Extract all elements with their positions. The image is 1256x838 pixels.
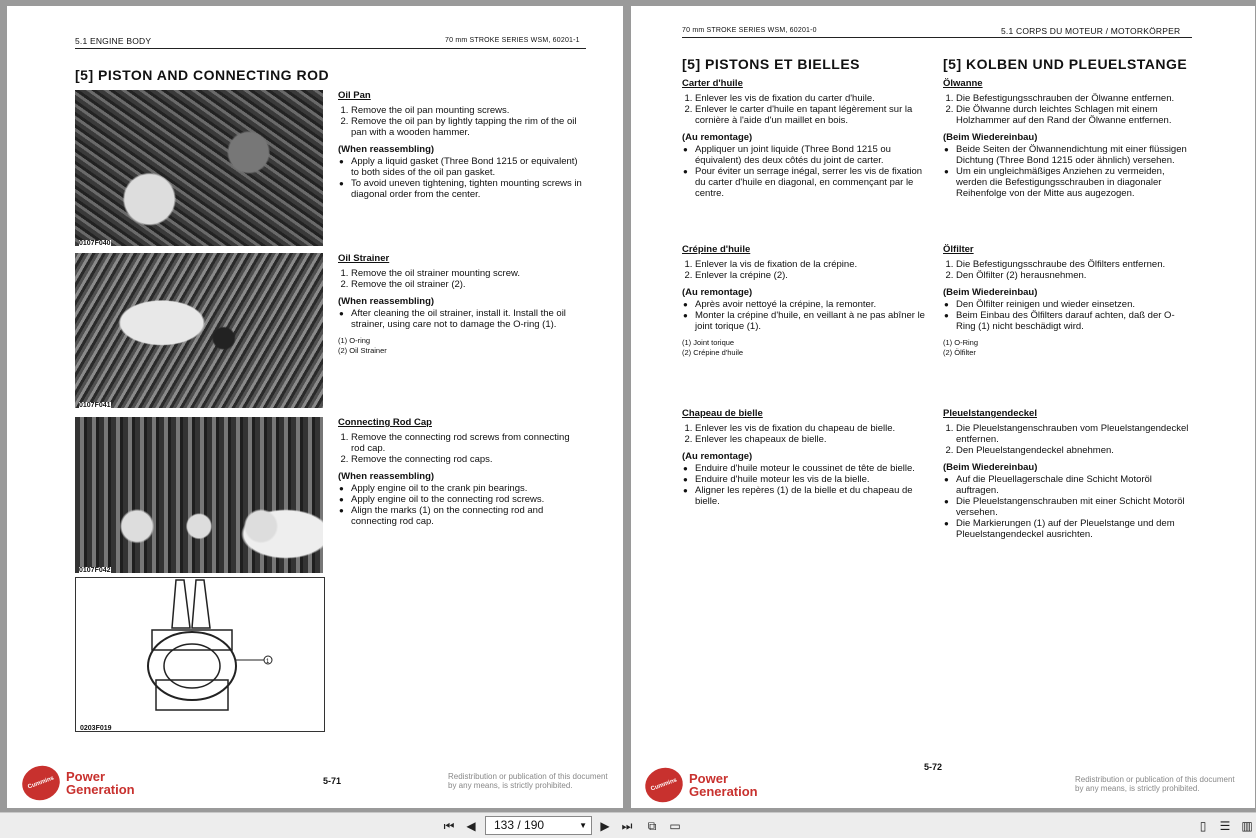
section-heading: Oil Strainer bbox=[338, 253, 390, 264]
viewer-toolbar bbox=[0, 812, 1256, 838]
rotate-icon[interactable]: ⧉ bbox=[647, 819, 657, 833]
redistribution-notice bbox=[448, 772, 608, 790]
reassembling-label: (Au remontage) bbox=[682, 287, 753, 298]
legend-item: (2) Oil Strainer bbox=[338, 346, 387, 355]
page-title-de: [5] KOLBEN UND PLEUELSTANGE bbox=[943, 56, 1188, 72]
next-page-icon[interactable]: ▶ bbox=[600, 819, 610, 833]
photo-code: 0107F040 bbox=[79, 240, 111, 246]
brand-text bbox=[689, 772, 758, 798]
steps-list bbox=[338, 105, 584, 138]
step: 2. Enlever les chapeaux de bielle. bbox=[695, 434, 926, 445]
chevron-down-icon: ▼ bbox=[579, 821, 587, 830]
legend bbox=[682, 338, 926, 358]
step: 1. Enlever les vis de fixation du carter d'huile. bbox=[695, 93, 926, 104]
step: 2. Remove the oil pan by lightly tapping the rim of the oil pan with a wooden hammer. bbox=[351, 116, 584, 138]
photo-code: 0203F019 bbox=[80, 725, 112, 732]
step: 1. Enlever la vis de fixation de la crépine. bbox=[695, 259, 926, 270]
cummins-logo bbox=[645, 768, 758, 802]
page-indicator: 133 / 190 bbox=[494, 818, 545, 832]
note: ● To avoid uneven tightening, tighten mounting screws in diagonal order from the center. bbox=[351, 178, 584, 200]
reassembling-label: (When reassembling) bbox=[338, 144, 435, 155]
step: 2. Die Ölwanne durch leichtes Schlagen mit einem Holzhammer auf den Rand der Ölwanne entfernen. bbox=[956, 104, 1191, 126]
step: 1. Die Befestigungsschrauben der Ölwanne entfernen. bbox=[956, 93, 1191, 104]
section-heading: Carter d'huile bbox=[682, 78, 743, 89]
connecting-rod-drawing bbox=[75, 577, 325, 732]
section-heading: Ölwanne bbox=[943, 78, 983, 89]
page-header-right: 70 mm STROKE SERIES WSM, 60201-1 bbox=[445, 37, 580, 44]
redistribution-notice bbox=[1075, 775, 1235, 793]
notes-list bbox=[682, 299, 926, 332]
brand-text bbox=[66, 770, 135, 796]
pleuel-section bbox=[943, 408, 1191, 540]
last-page-icon[interactable]: ⏭ bbox=[621, 819, 633, 833]
svg-text:1: 1 bbox=[266, 659, 270, 665]
note: ● Monter la crépine d'huile, en veillant à ne pas abîner le joint torique (1). bbox=[695, 310, 926, 332]
steps-list bbox=[943, 93, 1191, 126]
step: 1. Die Befestigungsschraube des Ölfilters entfernen. bbox=[956, 259, 1191, 270]
photo-code: 0107F041 bbox=[79, 402, 111, 408]
note: ● Enduire d'huile moteur le coussinet de tête de bielle. bbox=[695, 463, 926, 474]
step: 2. Enlever la crépine (2). bbox=[695, 270, 926, 281]
reassembling-label: (When reassembling) bbox=[338, 296, 435, 307]
connecting-rod-photo bbox=[75, 417, 323, 573]
header-rule bbox=[75, 48, 586, 49]
header-rule bbox=[682, 37, 1192, 38]
page-header-left: 70 mm STROKE SERIES WSM, 60201-0 bbox=[682, 27, 817, 34]
note: ● Den Ölfilter reinigen und wieder einsetzen. bbox=[956, 299, 1191, 310]
note: ● Auf die Pleuellagerschale dine Schicht Motoröl auftragen. bbox=[956, 474, 1191, 496]
page-5-72 bbox=[631, 6, 1255, 808]
reassembling-label: (Au remontage) bbox=[682, 132, 753, 143]
two-page-icon[interactable]: ▥ bbox=[1241, 819, 1253, 833]
note: ● Beim Einbau des Ölfilters darauf achten, daß der O-Ring (1) nicht beschädigt wird. bbox=[956, 310, 1191, 332]
connecting-rod-cap-section bbox=[338, 417, 584, 527]
first-page-icon[interactable]: ⏮ bbox=[443, 819, 455, 833]
section-heading: Connecting Rod Cap bbox=[338, 417, 432, 428]
note: ● Aligner les repères (1) de la bielle et du chapeau de bielle. bbox=[695, 485, 926, 507]
oil-strainer-section bbox=[338, 253, 584, 356]
step: 2. Den Pleuelstangendeckel abnehmen. bbox=[956, 445, 1191, 456]
reassembling-label: (Beim Wiedereinbau) bbox=[943, 462, 1038, 473]
oil-strainer-photo bbox=[75, 253, 323, 408]
single-page-icon[interactable]: ▯ bbox=[1199, 819, 1207, 833]
legend-item: (2) Ölfilter bbox=[943, 348, 976, 357]
brand-line: Power bbox=[689, 771, 729, 786]
steps-list bbox=[682, 93, 926, 126]
connecting-rod-illustration bbox=[76, 578, 324, 731]
step: 1. Remove the connecting rod screws from connecting rod cap. bbox=[351, 432, 584, 454]
step: 1. Remove the oil pan mounting screws. bbox=[351, 105, 584, 116]
note: ● Apply engine oil to the connecting rod screws. bbox=[351, 494, 584, 505]
steps-list bbox=[338, 432, 584, 465]
reassembling-label: (Beim Wiedereinbau) bbox=[943, 287, 1038, 298]
notes-list bbox=[682, 144, 926, 199]
page-header-right: 5.1 CORPS DU MOTEUR / MOTORKÖRPER bbox=[1001, 26, 1181, 36]
step: 2. Remove the oil strainer (2). bbox=[351, 279, 584, 290]
note: ● After cleaning the oil strainer, install it. Install the oil strainer, using care not to damage the O-ring (1). bbox=[351, 308, 584, 330]
note: ● Beide Seiten der Ölwannendichtung mit einer flüssigen Dichtung (Three Bond 1215 oder ähnlich) versehen. bbox=[956, 144, 1191, 166]
section-heading: Pleuelstangendeckel bbox=[943, 408, 1037, 419]
notes-list bbox=[682, 463, 926, 507]
legend-item: (2) Crépine d'huile bbox=[682, 348, 744, 357]
page-select[interactable] bbox=[485, 816, 592, 835]
note: ● Appliquer un joint liquide (Three Bond 1215 ou équivalent) des deux côtés du joint de carter. bbox=[695, 144, 926, 166]
step: 2. Remove the connecting rod caps. bbox=[351, 454, 584, 465]
note: ● Après avoir nettoyé la crépine, la remonter. bbox=[695, 299, 926, 310]
notice-line: Redistribution or publication of this document bbox=[1075, 775, 1235, 784]
reassembling-label: (Beim Wiedereinbau) bbox=[943, 132, 1038, 143]
oil-pan-section bbox=[338, 90, 584, 200]
notes-list bbox=[338, 308, 584, 330]
step: 1. Enlever les vis de fixation du chapeau de bielle. bbox=[695, 423, 926, 434]
chapeau-section bbox=[682, 408, 926, 507]
steps-list bbox=[943, 423, 1191, 456]
notice-line: by any means, is strictly prohibited. bbox=[1075, 784, 1200, 793]
note: ● Die Markierungen (1) auf der Pleuelstange und dem Pleuelstangendeckel ausrichten. bbox=[956, 518, 1191, 540]
crepine-section bbox=[682, 244, 926, 358]
notice-line: by any means, is strictly prohibited. bbox=[448, 781, 573, 790]
step: 2. Den Ölfilter (2) herausnehmen. bbox=[956, 270, 1191, 281]
step: 1. Remove the oil strainer mounting screw. bbox=[351, 268, 584, 279]
fit-icon[interactable]: ▭ bbox=[669, 819, 681, 833]
prev-page-icon[interactable]: ◀ bbox=[466, 819, 476, 833]
legend-item: (1) Joint torique bbox=[682, 338, 735, 347]
page-number: 5-72 bbox=[924, 762, 943, 772]
brand-line: Power bbox=[66, 769, 106, 784]
page-title-fr: [5] PISTONS ET BIELLES bbox=[682, 56, 860, 72]
cummins-mark-icon: Cummins bbox=[640, 763, 687, 808]
steps-list bbox=[943, 259, 1191, 281]
notice-line: Redistribution or publication of this document bbox=[448, 772, 608, 781]
notes-list bbox=[943, 474, 1191, 540]
olwanne-section bbox=[943, 78, 1191, 199]
legend-item: (1) O-ring bbox=[338, 336, 371, 345]
continuous-icon[interactable]: ☰ bbox=[1219, 819, 1231, 833]
notes-list bbox=[338, 483, 584, 527]
cummins-mark-icon: Cummins bbox=[17, 761, 64, 806]
note: ● Um ein ungleichmäßiges Anziehen zu vermeiden, werden die Befestigungsschrauben in diagonaler Reihenfolge von der Mitte aus augezogen. bbox=[956, 166, 1191, 199]
notes-list bbox=[943, 144, 1191, 199]
oil-pan-photo bbox=[75, 90, 323, 246]
cummins-logo bbox=[22, 766, 135, 800]
steps-list bbox=[338, 268, 584, 290]
note: ● Align the marks (1) on the connecting rod and connecting rod cap. bbox=[351, 505, 584, 527]
notes-list bbox=[338, 156, 584, 200]
step: 1. Die Pleuelstangenschrauben vom Pleuelstangendeckel entfernen. bbox=[956, 423, 1191, 445]
carter-section bbox=[682, 78, 926, 199]
section-heading: Ölfilter bbox=[943, 244, 974, 255]
page-5-71 bbox=[7, 6, 623, 808]
page-number: 5-71 bbox=[323, 776, 342, 786]
brand-line: Generation bbox=[66, 782, 135, 797]
section-heading: Chapeau de bielle bbox=[682, 408, 763, 419]
reassembling-label: (When reassembling) bbox=[338, 471, 435, 482]
note: ● Apply a liquid gasket (Three Bond 1215 or equivalent) to both sides of the oil pan gasket. bbox=[351, 156, 584, 178]
steps-list bbox=[682, 259, 926, 281]
page-header-left: 5.1 ENGINE BODY bbox=[75, 36, 152, 46]
legend-item: (1) O-Ring bbox=[943, 338, 979, 347]
section-heading: Crépine d'huile bbox=[682, 244, 751, 255]
note: ● Apply engine oil to the crank pin bearings. bbox=[351, 483, 584, 494]
photo-code: 0107F042 bbox=[79, 567, 111, 573]
legend bbox=[338, 336, 584, 356]
steps-list bbox=[682, 423, 926, 445]
note: ● Die Pleuelstangenschrauben mit einer Schicht Motoröl versehen. bbox=[956, 496, 1191, 518]
olfilter-section bbox=[943, 244, 1191, 358]
legend bbox=[943, 338, 1191, 358]
note: ● Pour éviter un serrage inégal, serrer les vis de fixation du carter d'huile en diagonal, en commençant par le centre. bbox=[695, 166, 926, 199]
section-heading: Oil Pan bbox=[338, 90, 371, 101]
reassembling-label: (Au remontage) bbox=[682, 451, 753, 462]
notes-list bbox=[943, 299, 1191, 332]
brand-line: Generation bbox=[689, 784, 758, 799]
step: 2. Enlever le carter d'huile en tapant légèrement sur la cornière à l'aide d'un maillet en bois. bbox=[695, 104, 926, 126]
page-title: [5] PISTON AND CONNECTING ROD bbox=[75, 67, 330, 83]
note: ● Enduire d'huile moteur les vis de la bielle. bbox=[695, 474, 926, 485]
